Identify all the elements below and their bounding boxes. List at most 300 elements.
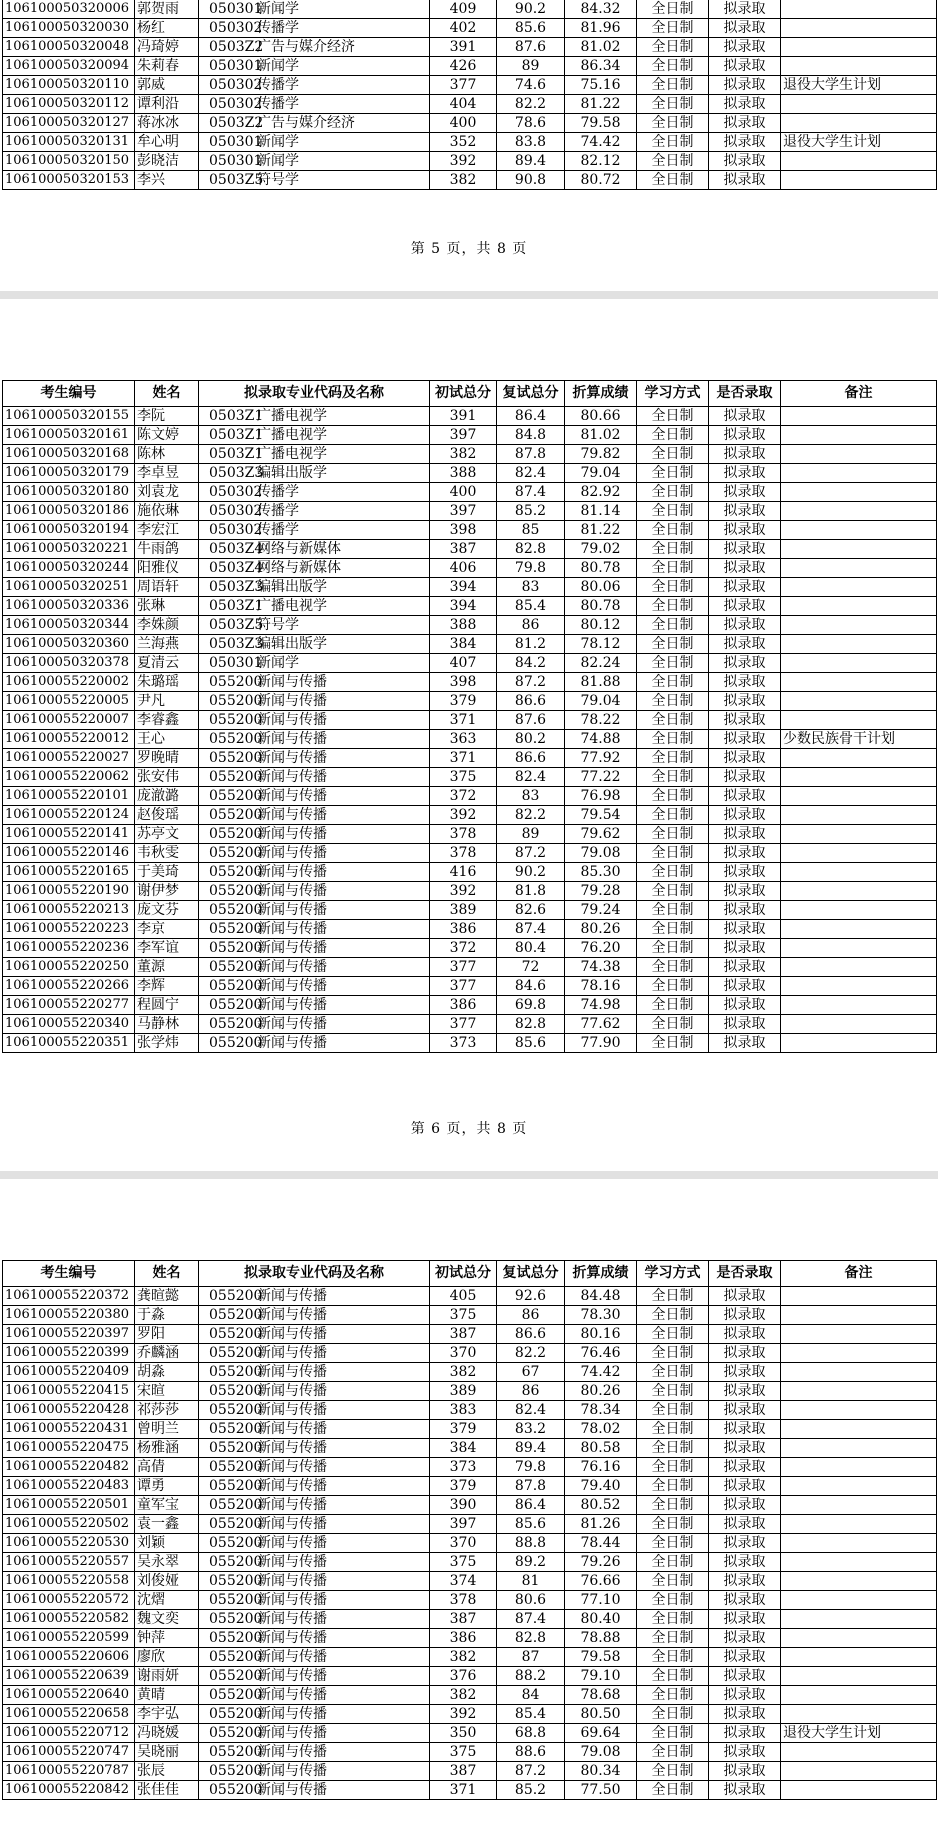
retest-score: 86.4 <box>497 1496 565 1515</box>
initial-score: 426 <box>430 57 497 76</box>
major-code: 050302 <box>209 484 263 500</box>
major-cell <box>199 654 430 673</box>
major-cell <box>199 711 430 730</box>
candidate-name: 吴永翠 <box>135 1553 199 1572</box>
table-row <box>3 1743 937 1762</box>
initial-score: 374 <box>430 1572 497 1591</box>
candidate-id: 106100055220124 <box>3 806 135 825</box>
candidate-name: 郭贺雨 <box>135 0 199 19</box>
remark <box>781 114 937 133</box>
study-mode: 全日制 <box>637 19 709 38</box>
retest-score: 82.4 <box>497 464 565 483</box>
major-code: 055200 <box>209 1383 263 1399</box>
remark <box>781 901 937 920</box>
major-cell <box>199 692 430 711</box>
remark <box>781 863 937 882</box>
candidate-name: 程圆宁 <box>135 996 199 1015</box>
retest-score: 87 <box>497 1648 565 1667</box>
converted-score: 80.12 <box>565 616 637 635</box>
major-code: 0503Z4 <box>209 541 264 557</box>
major-cell <box>199 1610 430 1629</box>
admission-status: 拟录取 <box>709 996 781 1015</box>
retest-score: 82.8 <box>497 540 565 559</box>
retest-score: 88.2 <box>497 1667 565 1686</box>
converted-score: 81.14 <box>565 502 637 521</box>
candidate-id: 106100055220340 <box>3 1015 135 1034</box>
initial-score: 375 <box>430 1743 497 1762</box>
major-code: 050302 <box>209 20 263 36</box>
retest-score: 84.2 <box>497 654 565 673</box>
candidate-id: 106100050320150 <box>3 152 135 171</box>
candidate-name: 罗阳 <box>135 1325 199 1344</box>
table-row <box>3 1382 937 1401</box>
converted-score: 80.50 <box>565 1705 637 1724</box>
study-mode: 全日制 <box>637 616 709 635</box>
candidate-id: 106100050320110 <box>3 76 135 95</box>
candidate-id: 106100055220431 <box>3 1420 135 1439</box>
remark <box>781 939 937 958</box>
major-name: 新闻与传播 <box>257 1725 327 1741</box>
initial-score: 405 <box>430 1287 497 1306</box>
remark <box>781 1458 937 1477</box>
candidate-id: 106100055220380 <box>3 1306 135 1325</box>
initial-score: 371 <box>430 1781 497 1800</box>
candidate-id: 106100055220572 <box>3 1591 135 1610</box>
converted-score: 78.12 <box>565 635 637 654</box>
major-code: 050301 <box>209 58 263 74</box>
major-cell <box>199 559 430 578</box>
remark <box>781 1344 937 1363</box>
admission-status: 拟录取 <box>709 920 781 939</box>
major-code: 0503Z1 <box>209 446 264 462</box>
retest-score: 79.8 <box>497 559 565 578</box>
major-cell <box>199 1724 430 1743</box>
initial-score: 389 <box>430 1382 497 1401</box>
major-code: 055200 <box>209 997 263 1013</box>
admission-status: 拟录取 <box>709 768 781 787</box>
candidate-name: 沈熠 <box>135 1591 199 1610</box>
candidate-id: 106100055220007 <box>3 711 135 730</box>
admission-status: 拟录取 <box>709 692 781 711</box>
table-row <box>3 1306 937 1325</box>
study-mode: 全日制 <box>637 597 709 616</box>
candidate-id: 106100050320179 <box>3 464 135 483</box>
initial-score: 400 <box>430 114 497 133</box>
remark <box>781 1034 937 1053</box>
candidate-id: 106100055220415 <box>3 1382 135 1401</box>
major-code: 055200 <box>209 1706 263 1722</box>
major-cell <box>199 445 430 464</box>
admission-status: 拟录取 <box>709 445 781 464</box>
candidate-id: 106100055220482 <box>3 1458 135 1477</box>
initial-score: 379 <box>430 1477 497 1496</box>
admission-status: 拟录取 <box>709 749 781 768</box>
retest-score: 82.4 <box>497 768 565 787</box>
major-name: 新闻与传播 <box>257 1440 327 1456</box>
table-row <box>3 483 937 502</box>
initial-score: 391 <box>430 407 497 426</box>
column-header: 考生编号 <box>3 1261 135 1287</box>
candidate-id: 106100055220409 <box>3 1363 135 1382</box>
retest-score: 89 <box>497 57 565 76</box>
retest-score: 85.2 <box>497 1781 565 1800</box>
retest-score: 83.8 <box>497 133 565 152</box>
major-name: 广告与媒介经济 <box>257 115 355 131</box>
candidate-id: 106100050320155 <box>3 407 135 426</box>
converted-score: 80.52 <box>565 1496 637 1515</box>
major-cell <box>199 1306 430 1325</box>
page-number-label: 第 6 页，共 8 页 <box>410 1121 528 1137</box>
converted-score: 79.54 <box>565 806 637 825</box>
table-row <box>3 1287 937 1306</box>
study-mode: 全日制 <box>637 806 709 825</box>
retest-score: 86.4 <box>497 407 565 426</box>
initial-score: 387 <box>430 1610 497 1629</box>
retest-score: 85.4 <box>497 597 565 616</box>
converted-score: 80.40 <box>565 1610 637 1629</box>
admission-status: 拟录取 <box>709 1496 781 1515</box>
converted-score: 78.68 <box>565 1686 637 1705</box>
candidate-name: 杨雅涵 <box>135 1439 199 1458</box>
table-row <box>3 901 937 920</box>
table-row <box>3 464 937 483</box>
remark <box>781 673 937 692</box>
candidate-name: 刘俊娅 <box>135 1572 199 1591</box>
major-code: 050302 <box>209 77 263 93</box>
candidate-id: 106100055220428 <box>3 1401 135 1420</box>
admission-status: 拟录取 <box>709 171 781 190</box>
admission-table-page6 <box>2 380 937 1053</box>
study-mode: 全日制 <box>637 1439 709 1458</box>
initial-score: 386 <box>430 1629 497 1648</box>
remark <box>781 806 937 825</box>
major-cell <box>199 1686 430 1705</box>
initial-score: 382 <box>430 1686 497 1705</box>
converted-score: 79.26 <box>565 1553 637 1572</box>
study-mode: 全日制 <box>637 76 709 95</box>
admission-table-page7 <box>2 1260 937 1800</box>
study-mode: 全日制 <box>637 1287 709 1306</box>
column-header: 复试总分 <box>497 381 565 407</box>
converted-score: 82.12 <box>565 152 637 171</box>
major-name: 新闻与传播 <box>257 902 327 918</box>
major-name: 新闻与传播 <box>257 1668 327 1684</box>
converted-score: 82.92 <box>565 483 637 502</box>
table-row <box>3 426 937 445</box>
remark <box>781 749 937 768</box>
admission-status: 拟录取 <box>709 19 781 38</box>
remark <box>781 654 937 673</box>
study-mode: 全日制 <box>637 1306 709 1325</box>
study-mode: 全日制 <box>637 977 709 996</box>
initial-score: 379 <box>430 1420 497 1439</box>
major-cell <box>199 939 430 958</box>
candidate-name: 魏文奕 <box>135 1610 199 1629</box>
table-row <box>3 521 937 540</box>
table-row <box>3 1015 937 1034</box>
table-row <box>3 825 937 844</box>
major-name: 传播学 <box>257 96 299 112</box>
major-cell <box>199 1591 430 1610</box>
remark <box>781 57 937 76</box>
converted-score: 80.66 <box>565 407 637 426</box>
major-code: 055200 <box>209 845 263 861</box>
admission-status: 拟录取 <box>709 844 781 863</box>
candidate-id: 106100055220501 <box>3 1496 135 1515</box>
major-code: 055200 <box>209 826 263 842</box>
table-row <box>3 673 937 692</box>
candidate-name: 吴晓丽 <box>135 1743 199 1762</box>
candidate-name: 于淼 <box>135 1306 199 1325</box>
retest-score: 82.8 <box>497 1015 565 1034</box>
admission-status: 拟录取 <box>709 730 781 749</box>
column-header: 拟录取专业代码及名称 <box>199 1261 430 1287</box>
converted-score: 76.66 <box>565 1572 637 1591</box>
remark <box>781 1420 937 1439</box>
major-name: 新闻与传播 <box>257 1573 327 1589</box>
candidate-name: 施依琳 <box>135 502 199 521</box>
major-code: 055200 <box>209 788 263 804</box>
table-row <box>3 1572 937 1591</box>
table-row <box>3 1781 937 1800</box>
initial-score: 377 <box>430 76 497 95</box>
major-code: 055200 <box>209 1725 263 1741</box>
candidate-name: 张佳佳 <box>135 1781 199 1800</box>
column-header: 初试总分 <box>430 381 497 407</box>
initial-score: 382 <box>430 1363 497 1382</box>
admission-status: 拟录取 <box>709 1667 781 1686</box>
major-cell <box>199 901 430 920</box>
major-name: 广播电视学 <box>257 427 327 443</box>
table-body <box>3 1287 937 1800</box>
admission-status: 拟录取 <box>709 1610 781 1629</box>
converted-score: 78.44 <box>565 1534 637 1553</box>
converted-score: 77.22 <box>565 768 637 787</box>
initial-score: 371 <box>430 711 497 730</box>
major-cell <box>199 1420 430 1439</box>
remark <box>781 171 937 190</box>
initial-score: 386 <box>430 920 497 939</box>
converted-score: 79.62 <box>565 825 637 844</box>
admission-status: 拟录取 <box>709 1015 781 1034</box>
major-name: 新闻学 <box>257 58 299 74</box>
initial-score: 388 <box>430 464 497 483</box>
study-mode: 全日制 <box>637 730 709 749</box>
candidate-id: 106100055220101 <box>3 787 135 806</box>
major-name: 符号学 <box>257 617 299 633</box>
major-code: 055200 <box>209 1554 263 1570</box>
retest-score: 83 <box>497 787 565 806</box>
study-mode: 全日制 <box>637 692 709 711</box>
table-row <box>3 1705 937 1724</box>
table-row <box>3 1534 937 1553</box>
major-code: 055200 <box>209 1402 263 1418</box>
study-mode: 全日制 <box>637 635 709 654</box>
admission-status: 拟录取 <box>709 1401 781 1420</box>
admission-status: 拟录取 <box>709 616 781 635</box>
initial-score: 394 <box>430 597 497 616</box>
candidate-id: 106100050320378 <box>3 654 135 673</box>
major-code: 055200 <box>209 940 263 956</box>
major-cell <box>199 1705 430 1724</box>
table-row <box>3 133 937 152</box>
initial-score: 394 <box>430 578 497 597</box>
major-cell <box>199 540 430 559</box>
candidate-id: 106100055220558 <box>3 1572 135 1591</box>
retest-score: 87.8 <box>497 1477 565 1496</box>
major-cell <box>199 863 430 882</box>
remark <box>781 1534 937 1553</box>
major-name: 新闻与传播 <box>257 1763 327 1779</box>
initial-score: 390 <box>430 1496 497 1515</box>
study-mode: 全日制 <box>637 0 709 19</box>
initial-score: 376 <box>430 1667 497 1686</box>
converted-score: 80.26 <box>565 920 637 939</box>
major-cell <box>199 95 430 114</box>
study-mode: 全日制 <box>637 1724 709 1743</box>
converted-score: 76.98 <box>565 787 637 806</box>
remark <box>781 578 937 597</box>
major-code: 055200 <box>209 1763 263 1779</box>
study-mode: 全日制 <box>637 768 709 787</box>
retest-score: 79.8 <box>497 1458 565 1477</box>
converted-score: 84.32 <box>565 0 637 19</box>
major-code: 055200 <box>209 1440 263 1456</box>
table-row <box>3 57 937 76</box>
retest-score: 68.8 <box>497 1724 565 1743</box>
retest-score: 85.6 <box>497 1034 565 1053</box>
converted-score: 79.58 <box>565 114 637 133</box>
column-header: 姓名 <box>135 381 199 407</box>
major-cell <box>199 749 430 768</box>
candidate-name: 李姝颜 <box>135 616 199 635</box>
major-code: 055200 <box>209 1649 263 1665</box>
major-name: 广告与媒介经济 <box>257 39 355 55</box>
table-row <box>3 1686 937 1705</box>
major-name: 新闻与传播 <box>257 883 327 899</box>
converted-score: 79.04 <box>565 692 637 711</box>
converted-score: 81.02 <box>565 38 637 57</box>
table-row <box>3 445 937 464</box>
major-cell <box>199 1534 430 1553</box>
study-mode: 全日制 <box>637 1401 709 1420</box>
major-name: 新闻与传播 <box>257 1402 327 1418</box>
candidate-name: 祁莎莎 <box>135 1401 199 1420</box>
candidate-name: 冯晓媛 <box>135 1724 199 1743</box>
initial-score: 392 <box>430 1705 497 1724</box>
table-header <box>3 381 937 407</box>
major-cell <box>199 502 430 521</box>
candidate-name: 谭利沿 <box>135 95 199 114</box>
study-mode: 全日制 <box>637 483 709 502</box>
candidate-name: 夏清云 <box>135 654 199 673</box>
table-row <box>3 1610 937 1629</box>
major-code: 055200 <box>209 1687 263 1703</box>
candidate-id: 106100055220747 <box>3 1743 135 1762</box>
candidate-id: 106100055220787 <box>3 1762 135 1781</box>
candidate-name: 李睿鑫 <box>135 711 199 730</box>
retest-score: 86.6 <box>497 1325 565 1344</box>
candidate-name: 龚暄懿 <box>135 1287 199 1306</box>
admission-status: 拟录取 <box>709 1363 781 1382</box>
remark <box>781 597 937 616</box>
retest-score: 80.4 <box>497 939 565 958</box>
major-code: 055200 <box>209 674 263 690</box>
remark <box>781 152 937 171</box>
converted-score: 79.08 <box>565 1743 637 1762</box>
converted-score: 74.42 <box>565 1363 637 1382</box>
retest-score: 80.2 <box>497 730 565 749</box>
candidate-id: 106100050320030 <box>3 19 135 38</box>
candidate-id: 106100055220351 <box>3 1034 135 1053</box>
converted-score: 80.78 <box>565 559 637 578</box>
table-row <box>3 806 937 825</box>
candidate-id: 106100050320112 <box>3 95 135 114</box>
candidate-name: 张琳 <box>135 597 199 616</box>
major-name: 新闻与传播 <box>257 1744 327 1760</box>
candidate-name: 陈文婷 <box>135 426 199 445</box>
candidate-name: 廖欣 <box>135 1648 199 1667</box>
table-row <box>3 38 937 57</box>
remark: 退役大学生计划 <box>781 76 937 95</box>
initial-score: 402 <box>430 19 497 38</box>
converted-score: 78.34 <box>565 1401 637 1420</box>
converted-score: 78.22 <box>565 711 637 730</box>
study-mode: 全日制 <box>637 95 709 114</box>
table-row <box>3 1762 937 1781</box>
converted-score: 74.38 <box>565 958 637 977</box>
major-code: 055200 <box>209 750 263 766</box>
major-name: 新闻与传播 <box>257 1554 327 1570</box>
major-cell <box>199 825 430 844</box>
admission-status: 拟录取 <box>709 502 781 521</box>
major-name: 新闻与传播 <box>257 864 327 880</box>
retest-score: 74.6 <box>497 76 565 95</box>
initial-score: 375 <box>430 1553 497 1572</box>
table-row <box>3 882 937 901</box>
candidate-id: 106100050320048 <box>3 38 135 57</box>
study-mode: 全日制 <box>637 1743 709 1762</box>
major-code: 050301 <box>209 134 263 150</box>
major-code: 055200 <box>209 1035 263 1051</box>
initial-score: 392 <box>430 806 497 825</box>
study-mode: 全日制 <box>637 1686 709 1705</box>
study-mode: 全日制 <box>637 1496 709 1515</box>
table-row <box>3 1401 937 1420</box>
study-mode: 全日制 <box>637 844 709 863</box>
study-mode: 全日制 <box>637 749 709 768</box>
admission-status: 拟录取 <box>709 1743 781 1762</box>
major-cell <box>199 464 430 483</box>
column-header: 学习方式 <box>637 1261 709 1287</box>
candidate-id: 106100055220165 <box>3 863 135 882</box>
candidate-id: 106100055220146 <box>3 844 135 863</box>
candidate-id: 106100055220236 <box>3 939 135 958</box>
initial-score: 404 <box>430 95 497 114</box>
initial-score: 406 <box>430 559 497 578</box>
remark <box>781 1572 937 1591</box>
retest-score: 86 <box>497 1382 565 1401</box>
admission-status: 拟录取 <box>709 1591 781 1610</box>
candidate-name: 高倩 <box>135 1458 199 1477</box>
study-mode: 全日制 <box>637 711 709 730</box>
initial-score: 378 <box>430 1591 497 1610</box>
table-row <box>3 1344 937 1363</box>
candidate-name: 曾明兰 <box>135 1420 199 1439</box>
study-mode: 全日制 <box>637 1648 709 1667</box>
header-row <box>3 381 937 407</box>
major-name: 新闻与传播 <box>257 1611 327 1627</box>
